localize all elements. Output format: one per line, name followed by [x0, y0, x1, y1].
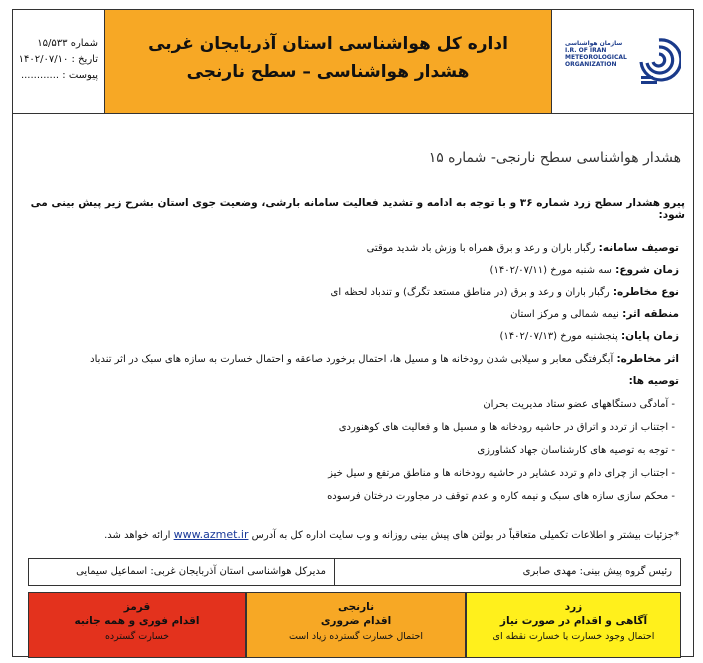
signature-row	[28, 558, 681, 586]
legend-level-action: اقدام ضروری	[320, 615, 392, 627]
reference-date: تاریخ : ۱۴۰۲/۰۷/۱۰	[18, 54, 98, 65]
document-title: هشدار هواشناسی سطح نارنجی- شماره ۱۵	[428, 150, 681, 166]
legend-level-description: خسارت گسترده	[104, 631, 170, 642]
reference-attachment: پیوست : ............	[20, 70, 98, 81]
field-label: نوع مخاطره:	[612, 286, 679, 298]
forecast-head-signature: رئیس گروه پیش بینی: مهدی صابری	[522, 566, 672, 577]
field-start-time	[490, 264, 679, 276]
footnote-text: *جزئیات بیشتر و اطلاعات تکمیلی متعاقباً در بولتن های پیش بینی روزانه و وب سایت اداره کل به آدرس	[248, 530, 679, 541]
field-value: پنجشنبه مورخ (۱۴۰۲/۰۷/۱۳)	[499, 331, 621, 342]
logo-caption-line2: METEOROLOGICAL	[565, 54, 627, 61]
field-end-time	[500, 330, 680, 342]
logo-emblem-icon	[637, 36, 681, 88]
field-value: نیمه شمالی و مرکز استان	[510, 309, 623, 320]
legend-level-description: احتمال وجود خسارت یا خسارت نقطه ای	[492, 631, 655, 642]
document-header	[13, 10, 693, 114]
legend-level-action: اقدام فوری و همه جانبه	[74, 615, 200, 627]
field-hazard-impact	[90, 353, 679, 365]
legend-level-name: نارنجی	[337, 601, 375, 613]
recommendation-item: - اجتناب از تردد و اتراق در حاشیه رودخانه ها و مسیل ها و فعالیت های کوهنوردی	[338, 422, 675, 433]
recommendation-item: - محکم سازی سازه های سبک و نیمه کاره و عدم توقف در مجاورت درختان فرسوده	[327, 491, 675, 502]
field-value: آبگرفتگی معابر و سیلابی شدن رودخانه ها و مسیل ها، احتمال برخورد صاعقه و احتمال خسارت به سازه های سبک در اثر تندباد	[90, 354, 617, 365]
intro-paragraph: پیرو هشدار سطح زرد شماره ۳۶ و با توجه به ادامه و تشدید فعالیت سامانه بارشی، وضعیت جوی استان بشرح زیر پیش بینی می شود:	[30, 197, 685, 221]
field-value: رگبار باران و رعد و برق (در مناطق مستعد تگرگ) و تندباد لحظه ای	[330, 287, 613, 298]
legend-level-description: احتمال خسارت گسترده زیاد است	[288, 631, 424, 642]
field-label: اثر مخاطره:	[616, 353, 679, 365]
field-label: توصیه ها:	[628, 375, 679, 387]
reference-block	[13, 10, 105, 113]
field-label: زمان شروع:	[615, 264, 679, 276]
field-system-description	[367, 242, 679, 254]
legend-orange	[246, 592, 466, 658]
legend-level-name: زرد	[564, 601, 583, 613]
legend-red	[28, 592, 246, 658]
field-value: رگبار باران و رعد و برق همراه با وزش باد شدید موقتی	[366, 243, 599, 254]
recommendation-item: - اجتناب از چرای دام و تردد عشایر در حاشیه رودخانه ها و مناطق مرتفع و سیل خیز	[328, 468, 675, 479]
logo-caption-line3: ORGANIZATION	[565, 61, 617, 68]
warning-level-title: هشدار هواشناسی – سطح نارنجی	[186, 62, 470, 82]
field-recommendations	[629, 375, 679, 387]
field-value: سه شنبه مورخ (۱۴۰۲/۰۷/۱۱)	[489, 265, 616, 276]
organization-logo	[551, 10, 693, 113]
recommendation-item: - آمادگی دستگاههای عضو ستاد مدیریت بحران	[483, 399, 675, 410]
website-link[interactable]: www.azmet.ir	[173, 528, 249, 541]
warning-document	[12, 9, 694, 657]
field-affected-area	[510, 308, 679, 320]
legend-level-action: آگاهی و اقدام در صورت نیاز	[499, 615, 648, 627]
legend-yellow	[466, 592, 681, 658]
logo-caption-fa: سازمان هواشناسی	[565, 40, 623, 47]
logo-caption	[565, 40, 627, 68]
field-hazard-type	[331, 286, 680, 298]
field-label: توصیف سامانه:	[598, 242, 679, 254]
legend-level-name: قرمز	[123, 601, 151, 613]
logo-caption-line1: I.R. OF IRAN	[565, 47, 607, 54]
office-title: اداره کل هواشناسی استان آذربایجان غربی	[148, 34, 508, 54]
reference-number: شماره ۱۵/۵۳۳	[37, 38, 98, 49]
recommendation-item: - توجه به توصیه های کارشناسان جهاد کشاورزی	[477, 445, 675, 456]
field-label: زمان پایان:	[620, 330, 679, 342]
director-signature: مدیرکل هواشناسی استان آذربایجان غربی: اسماعیل سیمایی	[29, 559, 335, 585]
warning-level-legend	[28, 592, 681, 658]
footnote	[104, 528, 679, 541]
field-label: منطقه اثر:	[622, 308, 679, 320]
footnote-tail: ارائه خواهد شد.	[104, 530, 174, 541]
header-title-block	[105, 10, 552, 113]
